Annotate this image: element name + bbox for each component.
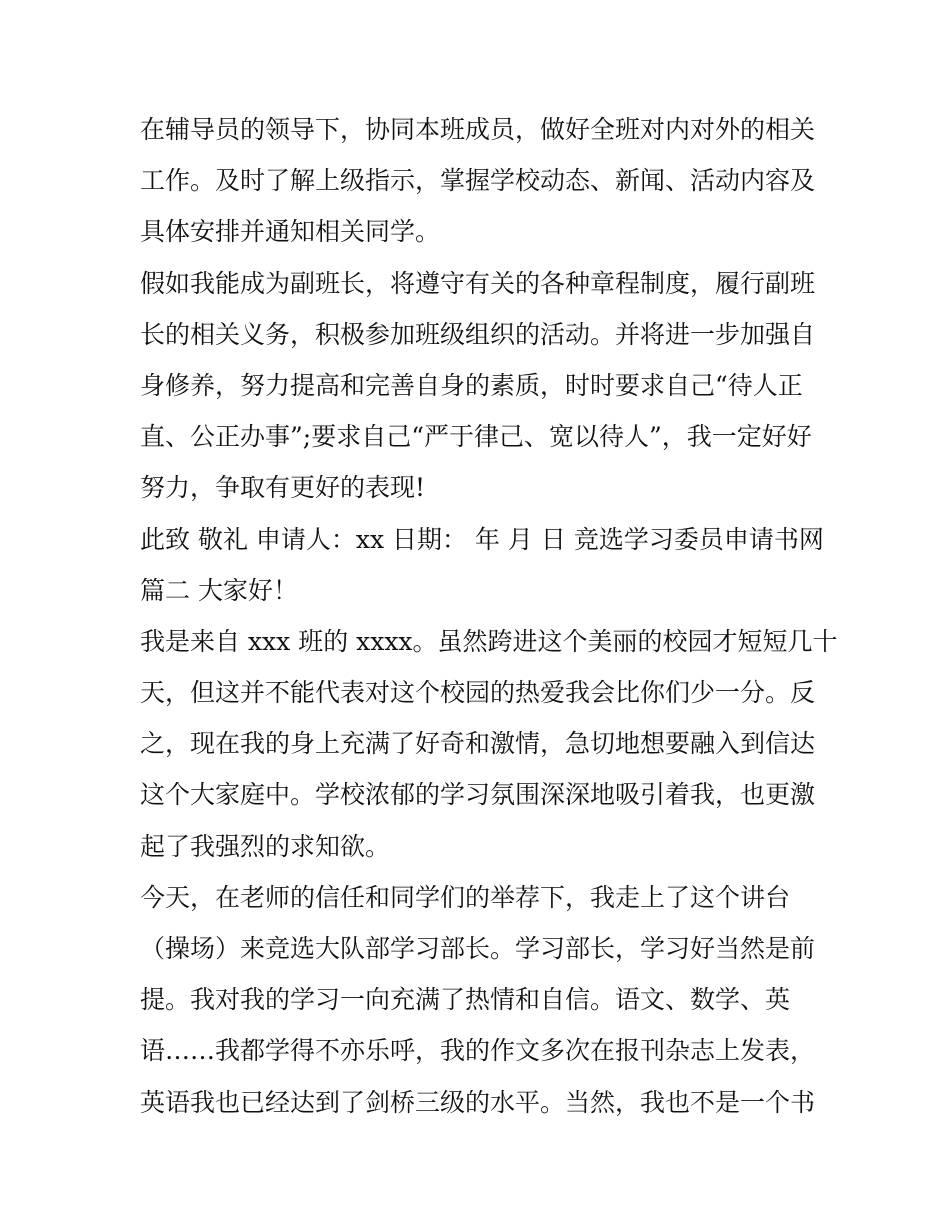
text-line: 这个大家庭中。学校浓郁的学习氛围深深地吸引着我，也更激 — [140, 780, 816, 810]
text-line: 直、公正办事”;要求自己“严于律己、宽以待人”，我一定好好 — [140, 422, 812, 452]
text-line: 篇二 大家好！ — [140, 575, 298, 605]
text-line: 努力，争取有更好的表现! — [140, 473, 426, 503]
text-line: 工作。及时了解上级指示，掌握学校动态、新闻、活动内容及 — [140, 166, 816, 196]
text-line: 此致 敬礼 申请人：xx 日期： 年 月 日 竞选学习委员申请书网 — [140, 524, 824, 554]
text-line: 今天，在老师的信任和同学们的举荐下，我走上了这个讲台 — [140, 882, 791, 912]
text-line: 起了我强烈的求知欲。 — [140, 831, 391, 861]
text-line: 假如我能成为副班长，将遵守有关的各种章程制度，履行副班 — [140, 268, 816, 298]
text-line: 长的相关义务，积极参加班级组织的活动。并将进一步加强自 — [140, 319, 816, 349]
text-line: 在辅导员的领导下，协同本班成员，做好全班对内对外的相关 — [140, 115, 816, 144]
text-line: 之，现在我的身上充满了好奇和激情，急切地想要融入到信达 — [140, 729, 816, 759]
text-line: 天，但这并不能代表对这个校园的热爱我会比你们少一分。反 — [140, 678, 816, 708]
text-line: 具体安排并通知相关同学。 — [140, 217, 441, 247]
text-line: 我是来自 xxx 班的 xxxx。虽然跨进这个美丽的校园才短短几十 — [140, 626, 838, 656]
text-line: 提。我对我的学习一向充满了热情和自信。语文、数学、英 — [140, 985, 791, 1015]
text-line: 英语我也已经达到了剑桥三级的水平。当然，我也不是一个书 — [140, 1087, 816, 1117]
text-line: （操场）来竞选大队部学习部长。学习部长，学习好当然是前 — [140, 934, 816, 963]
text-line: 语……我都学得不亦乐呼，我的作文多次在报刊杂志上发表， — [140, 1036, 816, 1066]
text-line: 身修养，努力提高和完善自身的素质，时时要求自己“待人正 — [140, 370, 803, 400]
document-body — [140, 104, 838, 1128]
